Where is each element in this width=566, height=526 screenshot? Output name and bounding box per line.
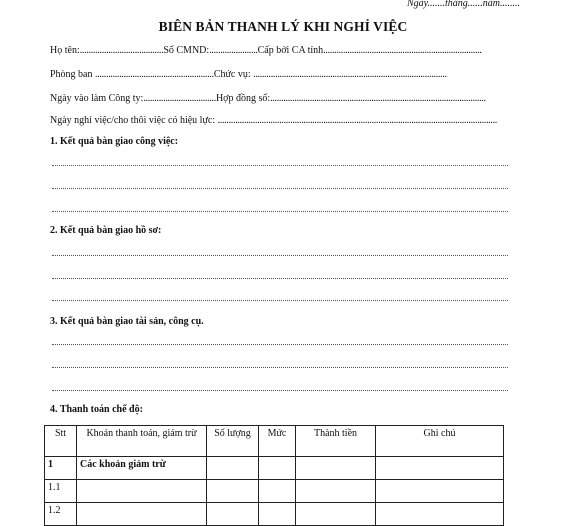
issued-label: Cấp bởi CA tỉnh (257, 45, 324, 56)
row-rate-cell[interactable] (259, 457, 296, 480)
date-line: Ngày.......tháng......năm........ (406, 0, 520, 9)
section-1-line[interactable] (52, 211, 508, 212)
contract-label: Hợp đồng số: (215, 93, 271, 104)
row-rate-cell[interactable] (259, 480, 296, 503)
issued-field[interactable]: ........................................................................ (323, 45, 482, 56)
section-4-heading: 4. Thanh toán chế độ: (50, 404, 143, 415)
name-label: Họ tên: (50, 45, 80, 56)
table-row (45, 480, 504, 503)
header-quantity: Số lượng (207, 426, 259, 457)
section-3-heading: 3. Kết quả bàn giao tài sản, công cụ. (50, 316, 204, 327)
field-row-join (50, 93, 508, 104)
header-payment-item: Khoản thanh toán, giảm trừ (77, 426, 207, 457)
row-notes-cell[interactable] (376, 480, 504, 503)
header-notes: Ghi chú (376, 426, 504, 457)
section-2-line[interactable] (52, 278, 508, 279)
position-label: Chức vụ: (213, 69, 251, 80)
row-quantity-cell[interactable] (207, 457, 259, 480)
row-notes-cell[interactable] (376, 503, 504, 526)
section-3-line[interactable] (52, 390, 508, 391)
row-stt: 1 (45, 457, 77, 480)
row-item[interactable] (77, 503, 207, 526)
contract-field[interactable]: .................................................................................................. (270, 93, 486, 104)
row-notes-cell[interactable] (376, 457, 504, 480)
field-row-identity (50, 45, 508, 56)
table-row (45, 503, 504, 526)
row-quantity-cell[interactable] (207, 503, 259, 526)
section-3-line[interactable] (52, 367, 508, 368)
row-amount-cell[interactable] (296, 457, 376, 480)
department-label: Phòng ban (50, 69, 93, 80)
leave-date-field[interactable]: ............................................................................................................................... (217, 115, 497, 126)
section-3-line[interactable] (52, 344, 508, 345)
id-label: Số CMND: (163, 45, 210, 56)
row-rate-cell[interactable] (259, 503, 296, 526)
field-row-department (50, 69, 508, 80)
row-amount-cell[interactable] (296, 480, 376, 503)
row-amount-cell[interactable] (296, 503, 376, 526)
row-item[interactable] (77, 480, 207, 503)
payment-table (44, 425, 504, 526)
row-stt: 1.1 (45, 480, 77, 503)
section-1-line[interactable] (52, 188, 508, 189)
name-field[interactable]: ...................................... (79, 45, 164, 56)
table-row (45, 457, 504, 480)
join-date-field[interactable]: ................................. (143, 93, 216, 104)
position-field[interactable]: ........................................................................................ (253, 69, 447, 80)
leave-date-label: Ngày nghỉ việc/cho thôi việc có hiệu lực: (50, 115, 216, 126)
row-quantity-cell[interactable] (207, 480, 259, 503)
row-item[interactable]: Các khoản giảm trừ (77, 457, 207, 480)
section-2-line[interactable] (52, 255, 508, 256)
section-2-line[interactable] (52, 300, 508, 301)
table-header-row (45, 426, 504, 457)
department-field[interactable]: ...................................................... (95, 69, 214, 80)
header-stt: Stt (45, 426, 77, 457)
header-rate: Mức (259, 426, 296, 457)
row-stt: 1.2 (45, 503, 77, 526)
section-1-heading: 1. Kết quả bàn giao công việc: (50, 136, 179, 147)
join-date-label: Ngày vào làm Công ty: (50, 93, 144, 104)
id-field[interactable]: ...................... (209, 45, 258, 56)
section-2-heading: 2. Kết quả bàn giao hồ sơ: (50, 225, 162, 236)
header-amount: Thành tiền (296, 426, 376, 457)
section-1-line[interactable] (52, 165, 508, 166)
document-title: BIÊN BẢN THANH LÝ KHI NGHỈ VIỆC (158, 19, 408, 34)
field-row-leave (50, 115, 508, 126)
